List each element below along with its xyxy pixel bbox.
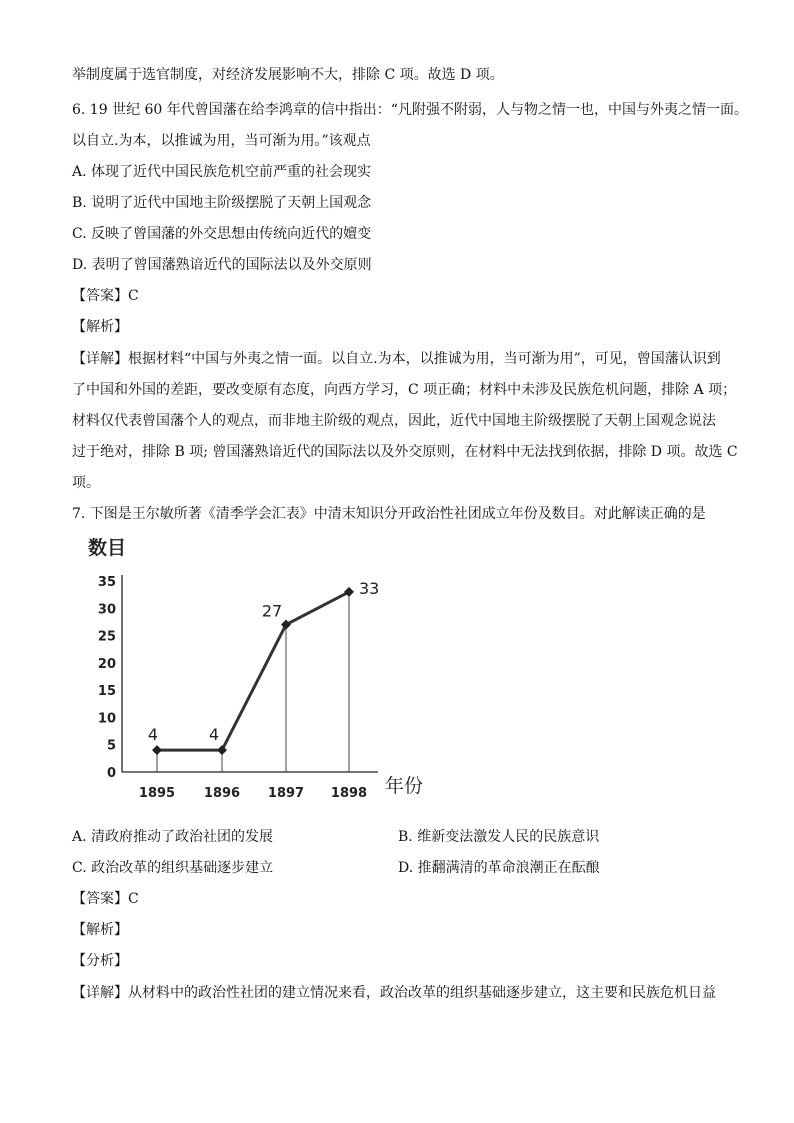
q6-detail-line-2: 了中国和外国的差距，要改变原有态度，向西方学习，C 项正确；材料中未涉及民族危机问题，排除 A 项； bbox=[72, 382, 737, 398]
data-label: 33 bbox=[359, 578, 380, 598]
data-label: 4 bbox=[208, 725, 220, 745]
q7-option-b: B. 维新变法激发人民的民族意识 bbox=[398, 829, 600, 845]
x-tick-label: 1897 bbox=[267, 786, 305, 801]
x-tick-label: 1896 bbox=[203, 786, 241, 801]
chart-marks bbox=[148, 579, 379, 772]
chart-axes bbox=[88, 538, 423, 801]
y-tick-label: 35 bbox=[97, 575, 116, 590]
data-label: 27 bbox=[261, 601, 283, 621]
q7-stem: 7. 下图是王尔敏所著《清季学会汇表》中清末知识分开政治性社团成立年份及数目。对此解读正确的是 bbox=[72, 506, 706, 522]
q6-detail-line-1: 【详解】根据材料“中国与外夷之情一面。以自立.为本，以推诚为用，当可渐为用”，可见，曾国藩认识到 bbox=[72, 351, 721, 367]
q6-detail-line-5: 项。 bbox=[72, 475, 100, 491]
q7-option-a: A. 清政府推动了政治社团的发展 bbox=[72, 829, 274, 845]
data-point bbox=[217, 745, 227, 755]
q6-stem-line-1: 6. 19 世纪 60 年代曾国藩在给李鸿章的信中指出：“凡附强不附弱，人与物之情一也，中国与外夷之情一面。 bbox=[72, 102, 748, 118]
q6-option-a: A. 体现了近代中国民族危机空前严重的社会现实 bbox=[72, 164, 372, 180]
y-axis-label: 数目 bbox=[88, 538, 127, 559]
q6-stem-line-2: 以自立.为本，以推诚为用，当可渐为用。”该观点 bbox=[72, 133, 371, 149]
y-tick-label: 15 bbox=[97, 684, 116, 700]
q7-analysis-label: 【解析】 bbox=[72, 922, 128, 938]
q7-fenxi-label: 【分析】 bbox=[72, 953, 128, 969]
y-tick-label: 25 bbox=[97, 629, 116, 645]
x-axis-label: 年份 bbox=[385, 775, 424, 797]
y-tick-label: 5 bbox=[106, 738, 116, 754]
q6-analysis-label: 【解析】 bbox=[72, 319, 128, 335]
data-point bbox=[152, 745, 162, 755]
q7-option-c: C. 政治改革的组织基础逐步建立 bbox=[72, 860, 274, 876]
q6-option-d: D. 表明了曾国藩熟谙近代的国际法以及外交原则 bbox=[72, 257, 372, 273]
text-line: 举制度属于选官制度，对经济发展影响不大，排除 C 项。故选 D 项。 bbox=[72, 67, 504, 83]
q6-detail-line-4: 过于绝对，排除 B 项; 曾国藩熟谙近代的国际法以及外交原则，在材料中无法找到依据，排除 D 项。故选 C bbox=[72, 444, 738, 460]
q7-option-d: D. 推翻满清的革命浪潮正在酝酿 bbox=[398, 860, 600, 876]
y-tick-label: 20 bbox=[97, 656, 116, 672]
x-tick-label: 1895 bbox=[138, 786, 176, 801]
line-chart bbox=[70, 538, 450, 808]
y-tick-label: 30 bbox=[97, 602, 116, 618]
series-line bbox=[157, 592, 349, 750]
x-tick-label: 1898 bbox=[330, 786, 368, 801]
q6-option-c: C. 反映了曾国藩的外交思想由传统向近代的嬗变 bbox=[72, 226, 372, 242]
y-tick-label: 10 bbox=[97, 711, 116, 727]
q7-detail: 【详解】从材料中的政治性社团的建立情况来看，政治改革的组织基础逐步建立，这主要和民族危机日益 bbox=[72, 985, 716, 1001]
q6-detail-line-3: 材料仅代表曾国藩个人的观点，而非地主阶级的观点，因此，近代中国地主阶级摆脱了天朝上国观念说法 bbox=[72, 413, 716, 429]
data-label: 4 bbox=[147, 725, 159, 745]
y-tick-label: 0 bbox=[106, 766, 116, 781]
q6-option-b: B. 说明了近代中国地主阶级摆脱了天朝上国观念 bbox=[72, 195, 372, 211]
q7-answer: 【答案】C bbox=[72, 891, 139, 907]
q6-answer: 【答案】C bbox=[72, 288, 139, 304]
